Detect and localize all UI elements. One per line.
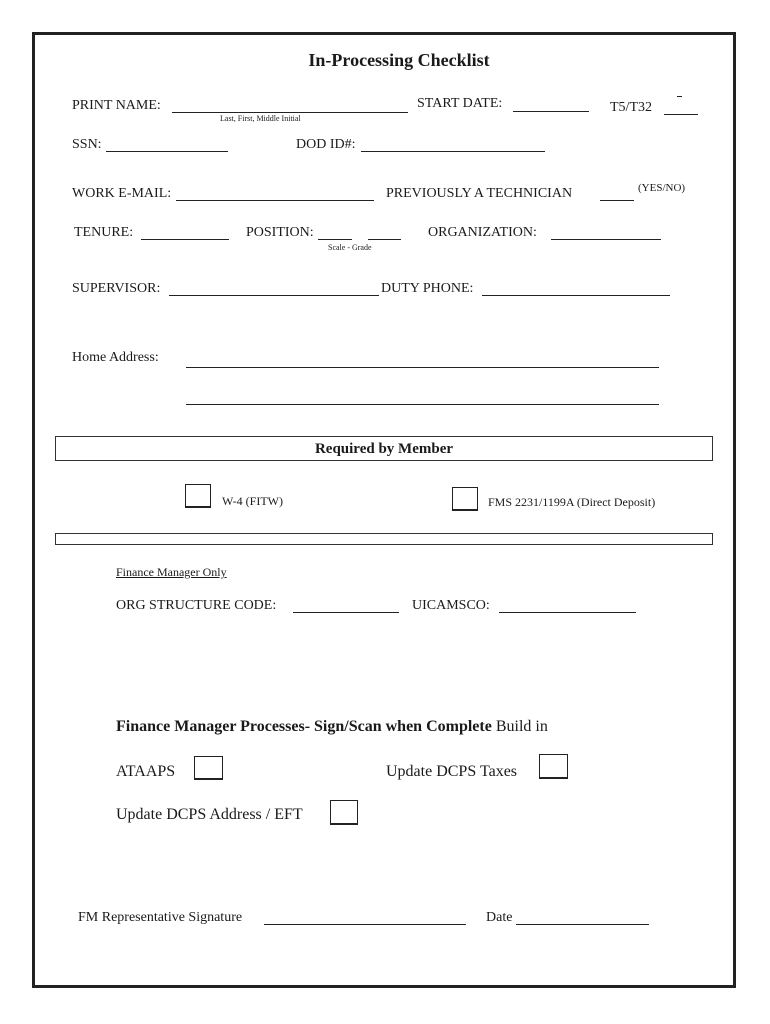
required-by-member-heading: Required by Member [314,441,454,457]
form-page [32,32,736,988]
position-label: POSITION: [246,225,314,240]
home-address-line-1[interactable] [186,367,659,368]
supervisor-label: SUPERVISOR: [72,281,161,296]
finance-processes-heading [116,718,548,736]
ssn-label: SSN: [72,137,102,152]
t5-field[interactable] [664,114,698,115]
previously-technician-label: PREVIOUSLY A TECHNICIAN [386,186,573,201]
w4-label: W-4 (FITW) [222,494,283,508]
finance-processes-bold: Finance Manager Processes- Sign/Scan when Complete [116,718,492,735]
finance-manager-only-label: Finance Manager Only [116,565,227,579]
start-date-label: START DATE: [417,96,503,111]
direct-deposit-checkbox[interactable] [452,487,478,511]
duty-phone-label: DUTY PHONE: [381,281,474,296]
update-dcps-taxes-label: Update DCPS Taxes [386,763,518,780]
ssn-field[interactable] [106,151,228,152]
tenure-label: TENURE: [74,225,134,240]
organization-label: ORGANIZATION: [428,225,537,240]
dod-id-field[interactable] [361,151,545,152]
update-dcps-address-eft-checkbox[interactable] [330,800,358,825]
duty-phone-field[interactable] [482,295,670,296]
w4-checkbox[interactable] [185,484,211,508]
name-format-hint: Last, First, Middle Initial [220,114,301,123]
position-scale-field[interactable] [318,239,352,240]
section-divider [55,533,713,545]
update-dcps-address-eft-label: Update DCPS Address / EFT [116,806,303,823]
print-name-label: PRINT NAME: [72,98,161,113]
ataaps-checkbox[interactable] [194,756,223,780]
start-date-field[interactable] [513,111,589,112]
yes-no-hint: (YES/NO) [638,182,686,194]
date-field[interactable] [516,924,649,925]
uicamsco-label: UICAMSCO: [412,598,490,613]
uicamsco-field[interactable] [499,612,636,613]
update-dcps-taxes-checkbox[interactable] [539,754,568,779]
form-title: In-Processing Checklist [308,50,490,70]
finance-processes-rest: Build in [491,718,548,735]
home-address-line-2[interactable] [186,404,659,405]
scale-grade-hint: Scale - Grade [328,243,372,252]
work-email-field[interactable] [176,200,374,201]
tenure-field[interactable] [141,239,229,240]
ataaps-label: ATAAPS [116,763,176,780]
dod-id-label: DOD ID#: [296,137,356,152]
home-address-label: Home Address: [72,350,159,365]
t5-tick-mark [677,96,682,97]
org-structure-code-label: ORG STRUCTURE CODE: [116,598,277,613]
supervisor-field[interactable] [169,295,379,296]
date-label: Date [486,910,513,925]
position-grade-field[interactable] [368,239,401,240]
org-structure-code-field[interactable] [293,612,399,613]
work-email-label: WORK E-MAIL: [72,186,172,201]
direct-deposit-label: FMS 2231/1199A (Direct Deposit) [488,495,656,509]
previously-technician-field[interactable] [600,200,634,201]
fm-signature-label: FM Representative Signature [78,910,243,925]
organization-field[interactable] [551,239,661,240]
print-name-field[interactable] [172,112,408,113]
t5-label: T5/T32 [610,100,652,115]
fm-signature-field[interactable] [264,924,466,925]
